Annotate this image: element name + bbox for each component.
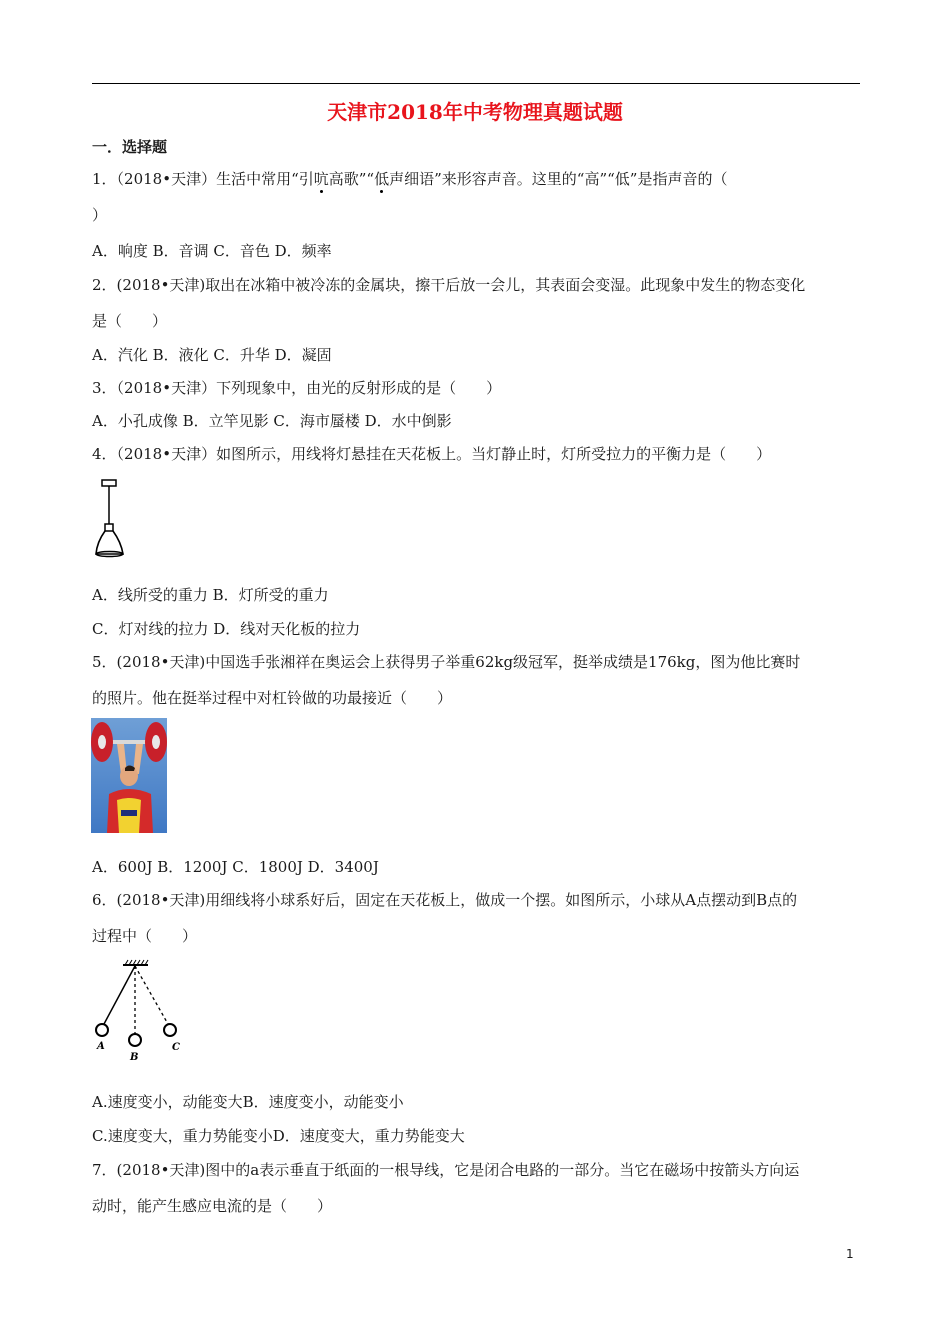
- question-2-continued: 是（ ）: [92, 312, 168, 330]
- question-3-text: 3．（2018•天津）下列现象中，由光的反射形成的是（ ）: [92, 379, 502, 397]
- hanging-lamp-figure: [90, 478, 132, 560]
- question-5-text: 5．(2018•天津)中国选手张湘祥在奥运会上获得男子举重62kg级冠军，挺举成绩是176kg，图为他比赛时: [92, 653, 801, 671]
- point-b-label: B: [130, 1052, 139, 1063]
- question-1-text: [92, 169, 727, 189]
- question-4-text: 4．（2018•天津）如图所示，用线将灯悬挂在天花板上。当灯静止时，灯所受拉力的平衡力是（ ）: [92, 445, 772, 463]
- header-rule: [92, 83, 860, 84]
- q1-emphasis-1: 吭: [313, 170, 329, 188]
- question-2-options: A．汽化 B．液化 C．升华 D．凝固: [92, 346, 332, 364]
- question-6-options-2: C.速度变大，重力势能变小D．速度变大，重力势能变大: [92, 1127, 465, 1145]
- point-c-label: C: [172, 1042, 180, 1053]
- q1-part-a: 1．（2018•天津）生活中常用“引: [92, 170, 314, 188]
- q1-emphasis-2: 低: [374, 170, 390, 188]
- question-7-text: 7．(2018•天津)图中的a表示垂直于纸面的一根导线，它是闭合电路的一部分。当它在磁场中按箭头方向运: [92, 1161, 800, 1179]
- question-1-continued: ）: [92, 206, 108, 224]
- question-4-options-1: A．线所受的重力 B．灯所受的重力: [92, 586, 329, 604]
- question-2-text: 2．(2018•天津)取出在冰箱中被冷冻的金属块，擦干后放一会儿，其表面会变湿。此现象中发生的物态变化: [92, 276, 806, 294]
- page-title: 天津市2018年中考物理真题试题: [327, 100, 623, 124]
- question-5-continued: 的照片。他在挺举过程中对杠铃做的功最接近（ ）: [92, 689, 453, 707]
- q1-part-c: 声细语”来形容声音。这里的“高”“低”是指声音的（: [389, 170, 728, 188]
- question-4-options-2: C．灯对线的拉力 D．线对天化板的拉力: [92, 620, 361, 638]
- question-6-options-1: A.速度变小，动能变大B．速度变小，动能变小: [92, 1093, 404, 1111]
- question-7-continued: 动时，能产生感应电流的是（ ）: [92, 1197, 333, 1215]
- point-a-label: A: [97, 1041, 105, 1052]
- question-6-text: 6．(2018•天津)用细线将小球系好后，固定在天花板上，做成一个摆。如图所示，小球从A点摆动到B点的: [92, 891, 798, 909]
- page-number: 1: [846, 1247, 854, 1261]
- question-1-options: A．响度 B．音调 C．音色 D．频率: [92, 242, 332, 260]
- pendulum-figure: [88, 956, 188, 1068]
- question-3-options: A．小孔成像 B．立竿见影 C．海市蜃楼 D．水中倒影: [92, 412, 452, 430]
- question-5-options: A．600J B．1200J C．1800J D．3400J: [92, 858, 379, 876]
- question-6-continued: 过程中（ ）: [92, 927, 198, 945]
- weightlifter-photo: [91, 718, 167, 833]
- section-heading: 一．选择题: [92, 138, 168, 156]
- q1-part-b: 高歌”“: [328, 170, 375, 188]
